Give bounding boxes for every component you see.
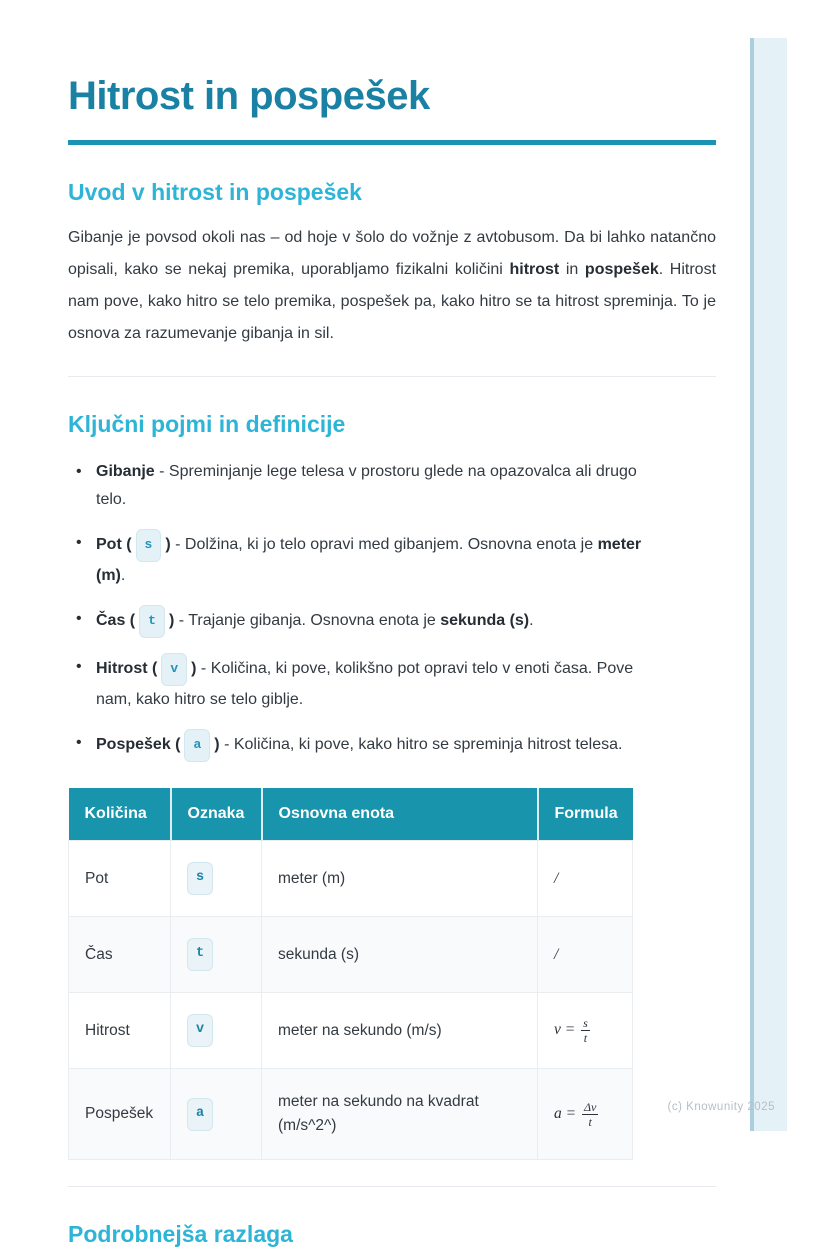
unit-cell: meter na sekundo (m/s)	[262, 993, 538, 1069]
fraction-denominator: t	[583, 1031, 588, 1045]
term-definition: - Količina, ki pove, kako hitro se spreminja hitrost telesa.	[219, 736, 623, 753]
symbol-cell	[171, 1069, 262, 1160]
title-rule	[68, 140, 716, 145]
acceleration-formula	[554, 1099, 598, 1129]
section-heading-details: Podrobnejša razlaga	[68, 1221, 293, 1247]
table-row-pospesek	[69, 1069, 633, 1160]
term-definition: - Dolžina, ki jo telo opravi med gibanjem. Osnovna enota je	[170, 536, 598, 553]
symbol-cell	[171, 993, 262, 1069]
formula-equals: =	[565, 1104, 577, 1122]
formula-lhs: a	[554, 1104, 562, 1122]
quantity-cell: Pospešek	[69, 1069, 171, 1160]
term-unit-bold: meter (m)	[96, 536, 642, 584]
term-label-close: )	[191, 660, 197, 677]
inline-code-badge-s: s	[136, 529, 162, 562]
table-row-cas	[69, 917, 633, 993]
quantity-cell: Hitrost	[69, 993, 171, 1069]
formula-cell	[538, 1069, 633, 1160]
header-cell-formula: Formula	[538, 788, 633, 841]
inline-code-badge-s: s	[187, 862, 213, 895]
intro-text-3: . Hitrost nam pove, kako hitro se telo premika, pospešek pa, kako hitro se ta hitrost spreminja. To je osnova za razumevanje gibanja in sil.	[68, 261, 717, 342]
formula-cell	[538, 917, 633, 993]
unit-cell: sekunda (s)	[262, 917, 538, 993]
unit-cell: meter na sekundo na kvadrat (m/s^2^)	[262, 1069, 538, 1160]
header-cell-oznaka: Oznaka	[171, 788, 262, 841]
term-definition: - Trajanje gibanja. Osnovna enota je	[174, 612, 441, 629]
fraction-numerator: s	[583, 1016, 588, 1030]
term-label-close: )	[168, 612, 175, 629]
table-header-row	[69, 788, 633, 841]
section-divider	[68, 376, 716, 377]
section-divider	[68, 1186, 716, 1187]
term-definition: - Spreminjanje lege telesa v prostoru glede na opazovalca ali drugo telo.	[96, 463, 637, 508]
bold-term-hitrost: hitrost	[509, 261, 560, 278]
symbol-cell	[171, 841, 262, 917]
intro-text-1: Gibanje je povsod okoli nas – od hoje v šolo do vožnje z avtobusom. Da bi lahko natančno opisali, kako se nekaj premika, uporabljamo fizikalni količini	[68, 229, 716, 278]
formula-equals: =	[564, 1021, 576, 1038]
symbol-cell	[171, 917, 262, 993]
header-cell-kolicina: Količina	[69, 788, 171, 841]
formula-fraction	[581, 1017, 590, 1044]
term-label-close: )	[165, 536, 171, 553]
page-title: Hitrost in pospešek	[68, 74, 430, 118]
inline-code-badge-v: v	[161, 653, 187, 686]
term-label: Pospešek (	[96, 736, 181, 753]
table-row-hitrost	[69, 993, 633, 1069]
term-label-close: )	[214, 736, 220, 753]
formula-cell	[538, 841, 633, 917]
copyright-note: (c) Knowunity 2025	[667, 1101, 775, 1113]
inline-code-badge-t: t	[139, 605, 165, 638]
inline-code-badge-t: t	[187, 938, 213, 971]
intro-text-2: in	[559, 261, 585, 278]
section-heading-key-concepts: Ključni pojmi in definicije	[68, 411, 346, 437]
term-label: Čas (	[96, 612, 136, 629]
document-content	[68, 0, 716, 1248]
inline-code-badge-a: a	[184, 729, 210, 762]
formula-none: /	[554, 869, 559, 887]
term-label: Pot (	[96, 536, 132, 553]
term-definition-end: .	[120, 567, 126, 584]
term-label: Hitrost (	[96, 660, 158, 677]
list-item-gibanje	[68, 458, 658, 514]
velocity-formula	[554, 1016, 590, 1045]
formula-lhs: v	[554, 1021, 561, 1038]
list-item-hitrost	[68, 653, 658, 714]
formula-cell	[538, 993, 633, 1069]
key-concepts-list	[68, 458, 716, 762]
term-label: Gibanje	[96, 463, 155, 480]
table-row-pot	[69, 841, 633, 917]
intro-paragraph	[68, 222, 716, 350]
section-heading-intro: Uvod v hitrost in pospešek	[68, 179, 362, 205]
formula-fraction	[582, 1101, 598, 1128]
vertical-accent-bar	[750, 38, 787, 1131]
term-unit-bold: sekunda (s)	[440, 612, 530, 629]
quantities-table	[68, 788, 633, 1160]
list-item-cas	[68, 605, 658, 638]
quantity-cell: Čas	[69, 917, 171, 993]
header-cell-osnovna-enota: Osnovna enota	[262, 788, 538, 841]
inline-code-badge-v: v	[187, 1014, 213, 1047]
list-item-pospesek	[68, 729, 658, 762]
bold-term-pospesek: pospešek	[584, 261, 659, 278]
fraction-denominator: t	[588, 1114, 592, 1129]
term-definition-end: .	[529, 612, 534, 629]
quantity-cell: Pot	[69, 841, 171, 917]
list-item-pot	[68, 529, 658, 590]
fraction-numerator: Δv	[583, 1099, 597, 1114]
unit-cell: meter (m)	[262, 841, 538, 917]
term-definition: - Količina, ki pove, kolikšno pot opravi telo v enoti časa. Pove nam, kako hitro se telo giblje.	[96, 660, 634, 708]
formula-none: /	[554, 945, 559, 963]
inline-code-badge-a: a	[187, 1098, 213, 1131]
